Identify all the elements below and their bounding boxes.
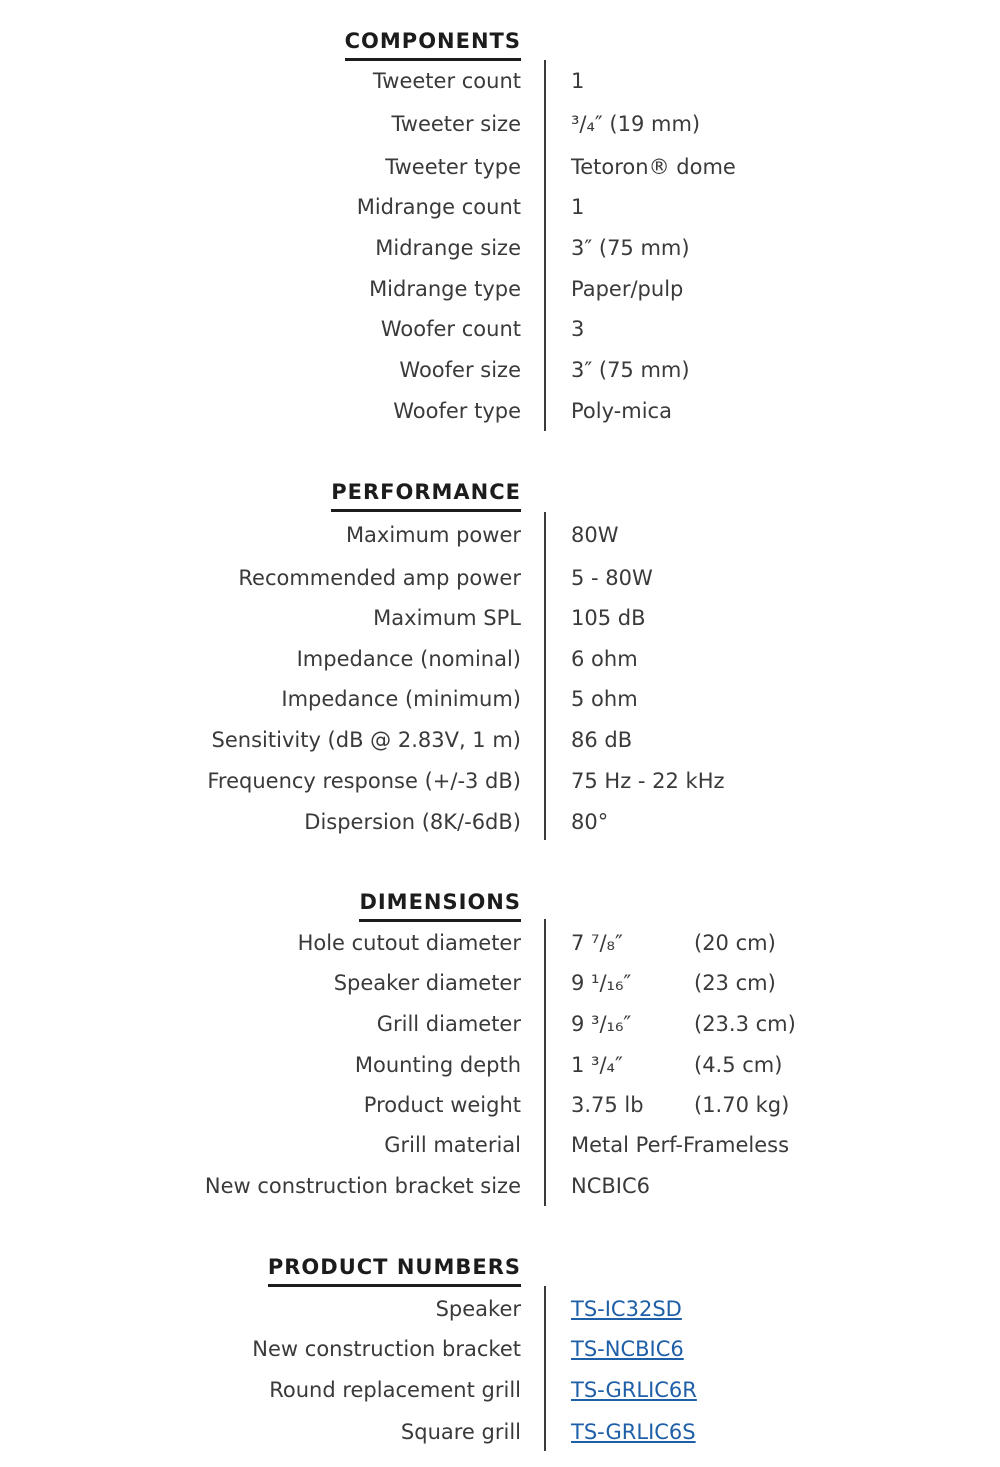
spec-value: Paper/pulp [571,277,684,301]
product-row [0,1334,1000,1364]
spec-value: 3″ (75 mm) [571,236,690,260]
spec-label: New construction bracket size [204,1174,521,1198]
spec-value: 9 ³/₁₆″ [571,1012,632,1036]
product-numbers-heading: PRODUCT NUMBERS [268,1254,521,1287]
spec-value: 105 dB [571,606,646,630]
spec-value: 3″ (75 mm) [571,358,690,382]
spec-label: Impedance (minimum) [281,687,521,711]
spec-value: NCBIC6 [571,1174,650,1198]
spec-value: 5 ohm [571,687,638,711]
spec-value: 6 ohm [571,647,638,671]
spec-row [0,355,1000,385]
spec-label: Dispersion (8K/-6dB) [304,810,521,834]
product-link-speaker[interactable]: TS-IC32SD [571,1297,682,1321]
spec-row [0,396,1000,426]
spec-row [0,274,1000,304]
spec-row [0,109,1000,139]
spec-row [0,520,1000,550]
spec-label: Grill material [384,1133,521,1157]
spec-value: 3 [571,317,585,341]
spec-label: Maximum power [345,523,521,547]
product-label: Square grill [400,1420,521,1444]
product-link-round-grill[interactable]: TS-GRLIC6R [571,1378,697,1402]
spec-label: Recommended amp power [238,566,521,590]
spec-label: Midrange count [356,195,521,219]
spec-value-metric: (20 cm) [694,931,776,955]
spec-label: Midrange size [375,236,521,260]
spec-row [0,1171,1000,1201]
spec-value-metric: (23.3 cm) [694,1012,796,1036]
spec-row [0,807,1000,837]
spec-value: Poly-mica [571,399,672,423]
spec-label: Maximum SPL [373,606,521,630]
spec-label: Tweeter size [391,112,521,136]
spec-row [0,192,1000,222]
spec-value: 5 - 80W [571,566,653,590]
spec-row [0,1130,1000,1160]
spec-row [0,233,1000,263]
spec-label: Sensitivity (dB @ 2.83V, 1 m) [211,728,521,752]
spec-row [0,725,1000,755]
spec-label: Woofer count [380,317,521,341]
product-link-bracket[interactable]: TS-NCBIC6 [571,1337,684,1361]
spec-value: Metal Perf-Frameless [571,1133,790,1157]
spec-label: Frequency response (+/-3 dB) [207,769,521,793]
spec-value-metric: (23 cm) [694,971,776,995]
spec-row [0,644,1000,674]
components-heading: COMPONENTS [345,28,521,61]
spec-value: 1 ³/₄″ [571,1053,623,1077]
spec-label: Woofer type [393,399,521,423]
spec-value: 86 dB [571,728,633,752]
spec-label: Speaker diameter [333,971,521,995]
spec-row [0,1009,1000,1039]
dimensions-heading: DIMENSIONS [359,889,521,922]
product-label: Speaker [435,1297,521,1321]
spec-row [0,152,1000,182]
spec-value: 1 [571,69,585,93]
product-label: New construction bracket [252,1337,521,1361]
spec-label: Hole cutout diameter [297,931,521,955]
spec-label: Woofer size [399,358,521,382]
spec-value: 80W [571,523,619,547]
spec-value: 1 [571,195,585,219]
spec-row [0,968,1000,998]
spec-label: Tweeter count [372,69,521,93]
spec-row [0,66,1000,96]
spec-label: Mounting depth [354,1053,521,1077]
spec-value: 80° [571,810,609,834]
spec-row [0,1090,1000,1120]
spec-row [0,766,1000,796]
spec-label: Grill diameter [376,1012,521,1036]
spec-row [0,563,1000,593]
spec-value: ³/₄″ (19 mm) [571,112,701,136]
spec-label: Impedance (nominal) [296,647,521,671]
spec-value-metric: (4.5 cm) [694,1053,783,1077]
spec-value: 9 ¹/₁₆″ [571,971,632,995]
spec-value: 3.75 lb [571,1093,644,1117]
product-row [0,1417,1000,1447]
spec-value-metric: (1.70 kg) [694,1093,790,1117]
spec-row [0,1050,1000,1080]
spec-value: 75 Hz - 22 kHz [571,769,725,793]
spec-label: Midrange type [369,277,521,301]
spec-label: Tweeter type [385,155,521,179]
product-label: Round replacement grill [269,1378,521,1402]
spec-row [0,684,1000,714]
spec-row [0,928,1000,958]
spec-row [0,603,1000,633]
product-row [0,1294,1000,1324]
spec-value: 7 ⁷/₈″ [571,931,623,955]
product-link-square-grill[interactable]: TS-GRLIC6S [571,1420,696,1444]
product-row [0,1375,1000,1405]
spec-row [0,314,1000,344]
performance-heading: PERFORMANCE [331,479,521,512]
spec-value: Tetoron® dome [571,155,736,179]
spec-label: Product weight [363,1093,521,1117]
